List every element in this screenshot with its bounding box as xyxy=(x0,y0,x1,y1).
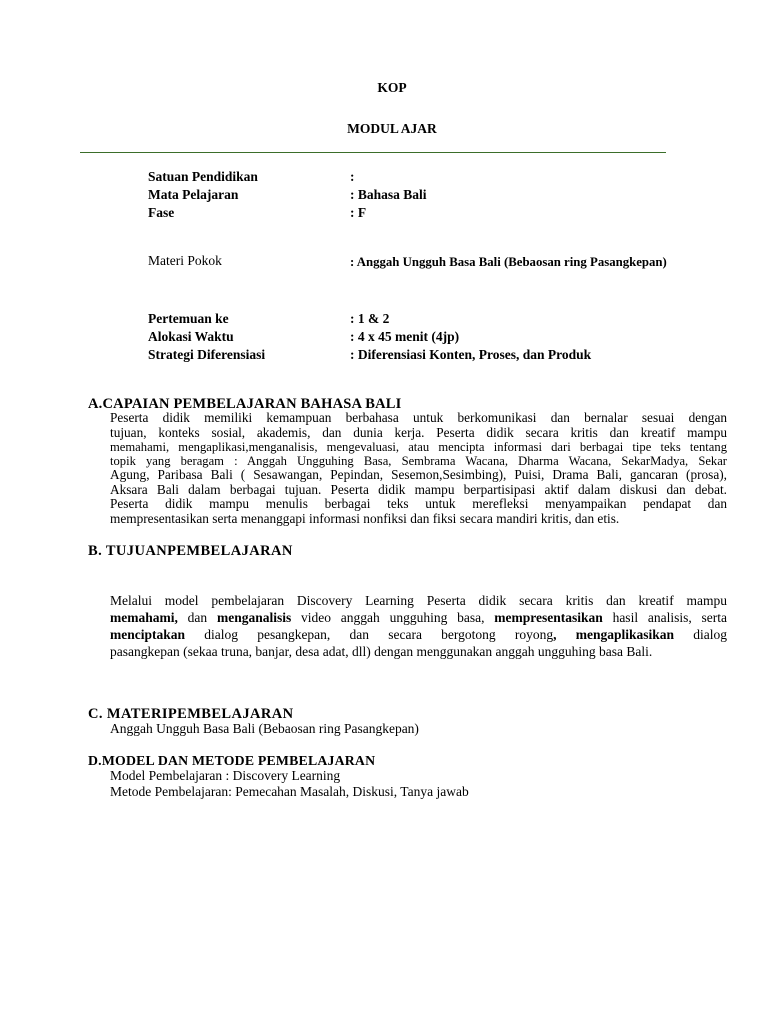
section-c-heading: C. MATERIPEMBELAJARAN xyxy=(88,706,294,722)
value-materi-pokok: : Anggah Ungguh Basa Bali (Bebaosan ring Pasangkepan) xyxy=(350,255,667,269)
identity-labels-1 xyxy=(148,168,348,222)
label-mata-pelajaran: Mata Pelajaran xyxy=(148,187,239,202)
text-run: video anggah ungguhing basa, xyxy=(291,610,495,625)
paragraph-line: Peserta didik mampu menulis berbagai teks untuk merefleksi menyampaikan pendapat dan xyxy=(110,496,727,511)
value-pertemuan: : 1 & 2 xyxy=(350,311,390,326)
label-fase: Fase xyxy=(148,205,175,220)
section-b-paragraph xyxy=(110,592,727,660)
paragraph-line: topik yang beragam : Anggah Ungguhing Basa, Sembrama Wacana, Dharma Wacana, SekarMadya, Sekar xyxy=(110,454,727,468)
value-strategi: : Diferensiasi Konten, Proses, dan Produk xyxy=(350,347,592,362)
bold-term: menganalisis xyxy=(216,610,292,625)
text-run: dan xyxy=(177,610,217,625)
text-run: dialog xyxy=(674,627,727,642)
paragraph-line xyxy=(110,626,727,643)
value-mata-pelajaran: : Bahasa Bali xyxy=(350,187,427,202)
identity-values-1 xyxy=(350,168,730,222)
paragraph-line xyxy=(110,609,727,626)
paragraph-line: memahami, mengaplikasi,menganalisis, mengevaluasi, atau mencipta informasi dari berbagai tipe teks tentang xyxy=(110,440,727,454)
paragraph-line: Peserta didik memiliki kemampuan berbahasa untuk berkomunikasi dan bernalar sesuai dengan xyxy=(110,410,727,425)
paragraph-line: Agung, Paribasa Bali ( Sesawangan, Pepindan, Sesemon,Sesimbing), Puisi, Drama Bali, gancaran (prosa), xyxy=(110,467,727,482)
bold-term: menciptakan xyxy=(110,627,186,642)
label-strategi: Strategi Diferensiasi xyxy=(148,347,266,362)
paragraph-line: Aksara Bali dalam berbagai tujuan. Peserta didik mampu berpartisipasi aktif dalam diskusi dan debat. xyxy=(110,481,727,497)
value-fase: : F xyxy=(350,205,367,220)
identity-values-2 xyxy=(350,310,750,364)
document-title: MODUL AJAR xyxy=(347,121,437,136)
value-satuan-pendidikan: : xyxy=(350,169,355,184)
section-d-metode: Metode Pembelajaran: Pemecahan Masalah, Diskusi, Tanya jawab xyxy=(110,784,469,799)
label-pertemuan: Pertemuan ke xyxy=(148,311,229,326)
title-divider xyxy=(80,152,666,153)
paragraph-line: tujuan, konteks sosial, akademis, dan dunia kerja. Peserta didik secara kritis dan kreatif mampu xyxy=(110,424,727,440)
section-b-heading: B. TUJUANPEMBELAJARAN xyxy=(88,543,293,559)
section-d-heading: D.MODEL DAN METODE PEMBELAJARAN xyxy=(88,753,376,768)
section-a-heading: A.CAPAIAN PEMBELAJARAN BAHASA BALI xyxy=(88,396,402,412)
bold-term: mempresentasikan xyxy=(494,610,603,625)
section-a-paragraph xyxy=(110,411,727,526)
paragraph-line: Melalui model pembelajaran Discovery Learning Peserta didik secara kritis dan kreatif mampu xyxy=(110,593,727,608)
bold-term: memahami, xyxy=(110,610,178,625)
paragraph-line: mempresentasikan serta menanggapi informasi nonfiksi dan fiksi secara mandiri kritis, dan etis. xyxy=(110,510,620,526)
label-satuan-pendidikan: Satuan Pendidikan xyxy=(148,169,258,184)
label-materi-pokok: Materi Pokok xyxy=(148,253,222,268)
paragraph-line: pasangkepan (sekaa truna, banjar, desa adat, dll) dengan menggunakan anggah ungguhing basa Bali. xyxy=(110,644,653,659)
bold-term: , mengaplikasikan xyxy=(553,627,675,642)
text-run: hasil analisis, serta xyxy=(602,610,727,625)
label-alokasi-waktu: Alokasi Waktu xyxy=(148,329,234,344)
section-d-model: Model Pembelajaran : Discovery Learning xyxy=(110,768,341,783)
identity-labels-2 xyxy=(148,310,348,364)
value-alokasi-waktu: : 4 x 45 menit (4jp) xyxy=(350,329,460,344)
text-run: dialog pesangkepan, dan secara bergotong royong xyxy=(185,627,554,642)
kop-heading: KOP xyxy=(377,80,407,95)
section-c-text: Anggah Ungguh Basa Bali (Bebaosan ring Pasangkepan) xyxy=(110,721,419,736)
